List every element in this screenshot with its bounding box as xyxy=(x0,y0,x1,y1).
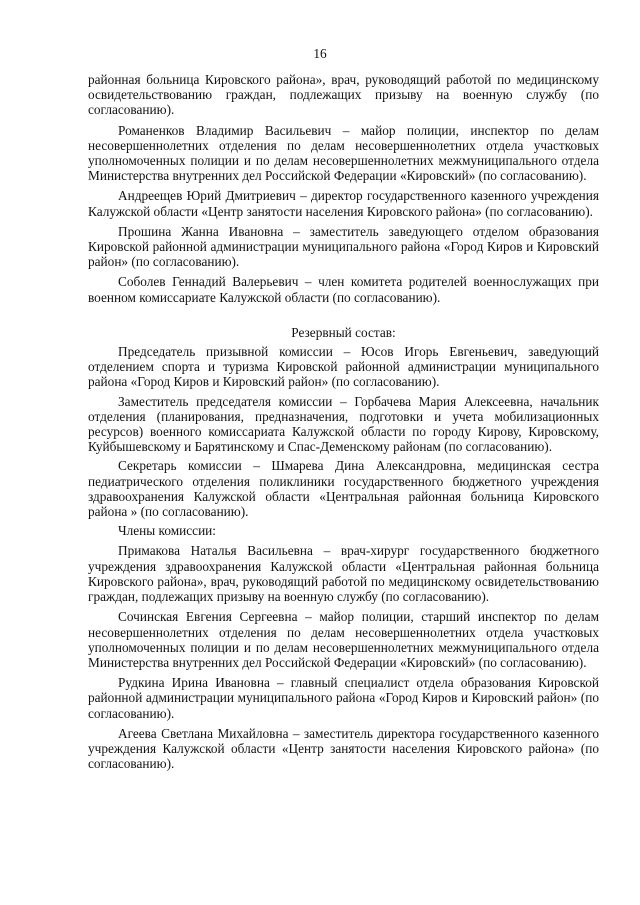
reserve-deputy-paragraph: Заместитель председателя комиссии – Горбачева Мария Алексеевна, начальник отделения (планирования, предназначения, подготовки и учета мобилизационных ресурсов) военного комиссариата Калужской области по городу Кирову, Кировскому, Куйбышевскому и Барятинскому и Спас-Деменскому районам (по согласованию). xyxy=(88,393,599,455)
members-label: Члены комиссии: xyxy=(118,523,216,539)
member-paragraph: Прошина Жанна Ивановна – заместитель заведующего отделом образования Кировской районной администрации муниципального района «Город Киров и Кировский район» (по согласованию). xyxy=(88,223,599,270)
reserve-member-paragraph: Рудкина Ирина Ивановна – главный специалист отдела образования Кировской районной администрации муниципального района «Город Киров и Кировский район» (по согласованию). xyxy=(88,675,599,721)
member-paragraph: Соболев Геннадий Валерьевич – член комитета родителей военнослужащих при военном комиссариате Калужской области (по согласованию). xyxy=(88,274,599,305)
reserve-secretary-paragraph: Секретарь комиссии – Шмарева Дина Александровна, медицинская сестра педиатрического отделения поликлиники государственного бюджетного учреждения здравоохранения Калужской области «Центральная районная больница Кировского района » (по согласованию). xyxy=(88,458,599,520)
member-paragraph: районная больница Кировского района», врач, руководящий работой по медицинскому освидетельствованию граждан, подлежащих призыву на военную службу (по согласованию). xyxy=(88,72,599,118)
member-paragraph: Романенков Владимир Васильевич – майор полиции, инспектор по делам несовершеннолетних отделения по делам несовершеннолетних отдела участковых уполномоченных полиции и по делам несовершеннолетних межмуниципального отдела Министерства внутренних дел Российской Федерации «Кировский» (по согласованию). xyxy=(88,122,599,184)
reserve-member-paragraph: Примакова Наталья Васильевна – врач-хирург государственного бюджетного учреждения здравоохранения Калужской области «Центральная районная больница Кировского района», врач, руководящий работой по медицинскому освидетельствованию граждан, подлежащих призыву на военную службу (по согласованию). xyxy=(88,543,599,605)
page-content xyxy=(88,72,599,771)
member-paragraph: Андреещев Юрий Дмитриевич – директор государственного казенного учреждения Калужской области «Центр занятости населения Кировского района» (по согласованию). xyxy=(88,188,599,219)
reserve-member-paragraph: Агеева Светлана Михайловна – заместитель директора государственного казенного учреждения Калужской области «Центр занятости населения Кировского района» (по согласованию). xyxy=(88,725,599,772)
page-number: 16 xyxy=(313,46,327,61)
reserve-section-title: Резервный состав: xyxy=(291,324,396,340)
reserve-member-paragraph: Сочинская Евгения Сергеевна – майор полиции, старший инспектор по делам несовершеннолетних отделения по делам несовершеннолетних отдела участковых уполномоченных полиции и по делам несовершеннолетних межмуниципального отдела Министерства внутренних дел Российской Федерации «Кировский» (по согласованию). xyxy=(88,609,599,670)
reserve-chairman-paragraph: Председатель призывной комиссии – Юсов Игорь Евгеньевич, заведующий отделением спорта и туризма Кировской районной администрации муниципального района «Город Киров и Кировский район» (по согласованию). xyxy=(88,344,599,390)
